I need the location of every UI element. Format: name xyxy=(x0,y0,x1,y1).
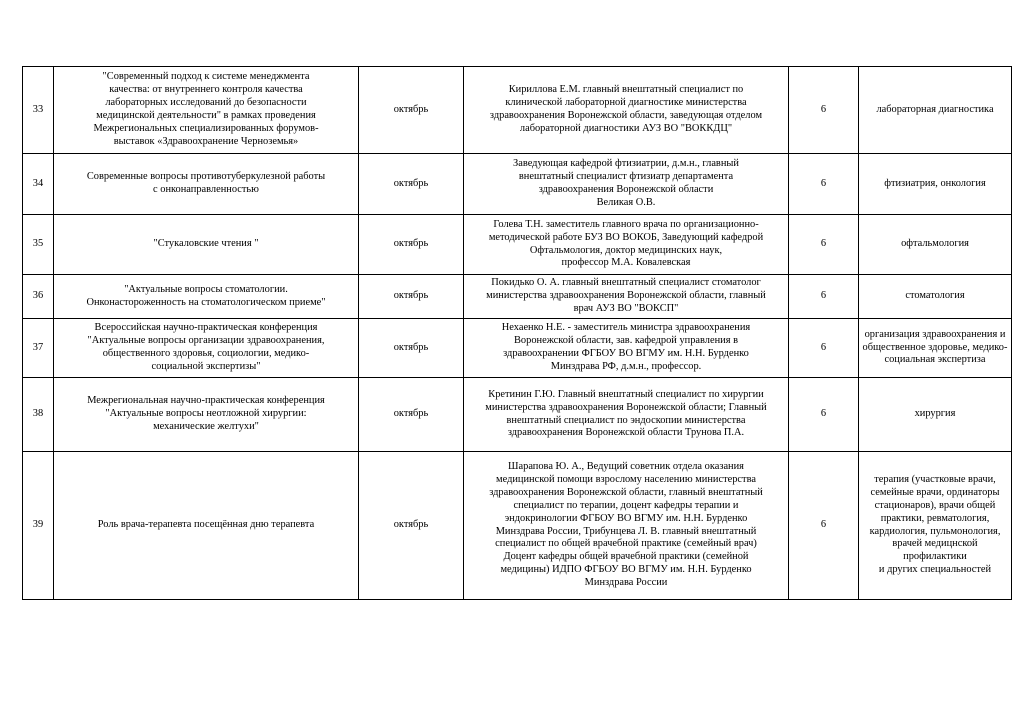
event-organizer: Нехаенко Н.Е. - заместитель министра здравоохранения Воронежской области, зав. кафедрой управления в здравоохранении ФГБОУ ВО ВГМУ им. Н.Н. Бурденко Минздрава РФ, д.м.н., профессор. xyxy=(464,319,789,378)
event-organizer: Кретинин Г.Ю. Главный внештатный специалист по хирургии министерства здравоохранения Воронежской области; Главный внештатный специалист по эндоскопии министерства здравоохранения Воронежской области Трунова П.А. xyxy=(464,378,789,452)
event-credits: 6 xyxy=(789,275,859,319)
event-credits: 6 xyxy=(789,154,859,215)
table-row xyxy=(23,319,1012,378)
table-row xyxy=(23,275,1012,319)
table-row xyxy=(23,215,1012,275)
row-number: 36 xyxy=(23,275,54,319)
event-month: октябрь xyxy=(359,215,464,275)
table-row xyxy=(23,67,1012,154)
table-row xyxy=(23,452,1012,600)
events-table xyxy=(22,66,1012,600)
row-number: 39 xyxy=(23,452,54,600)
event-specialty: фтизиатрия, онкология xyxy=(859,154,1012,215)
event-credits: 6 xyxy=(789,319,859,378)
event-organizer: Кириллова Е.М. главный внештатный специалист по клинической лабораторной диагностике министерства здравоохранения Воронежской области, заведующая отделом лабораторной диагностики АУЗ ВО "ВОККДЦ" xyxy=(464,67,789,154)
row-number: 37 xyxy=(23,319,54,378)
event-specialty: организация здравоохранения и общественное здоровье, медико- социальная экспертиза xyxy=(859,319,1012,378)
event-month: октябрь xyxy=(359,275,464,319)
event-credits: 6 xyxy=(789,215,859,275)
event-month: октябрь xyxy=(359,319,464,378)
table-row xyxy=(23,378,1012,452)
event-organizer: Голева Т.Н. заместитель главного врача по организационно- методической работе БУЗ ВО ВОКОБ, Заведующий кафедрой Офтальмология, доктор медицинских наук, профессор М.А. Ковалевская xyxy=(464,215,789,275)
event-credits: 6 xyxy=(789,378,859,452)
event-credits: 6 xyxy=(789,67,859,154)
event-month: октябрь xyxy=(359,378,464,452)
row-number: 33 xyxy=(23,67,54,154)
event-specialty: стоматология xyxy=(859,275,1012,319)
event-title: "Актуальные вопросы стоматологии. Онконастороженность на стоматологическом приеме" xyxy=(54,275,359,319)
event-title: Всероссийская научно-практическая конференция "Актуальные вопросы организации здравоохранения, общественного здоровья, социологии, медико- социальной экспертизы" xyxy=(54,319,359,378)
event-title: "Стукаловские чтения " xyxy=(54,215,359,275)
event-specialty: терапия (участковые врачи, семейные врачи, ординаторы стационаров), врачи общей практики, ревматология, кардиология, пульмонология, врачей медицнской профилактики и других специальностей xyxy=(859,452,1012,600)
row-number: 35 xyxy=(23,215,54,275)
event-specialty: офтальмология xyxy=(859,215,1012,275)
table-row xyxy=(23,154,1012,215)
event-specialty: лабораторная диагностика xyxy=(859,67,1012,154)
event-month: октябрь xyxy=(359,452,464,600)
row-number: 34 xyxy=(23,154,54,215)
event-title: Межрегиональная научно-практическая конференция "Актуальные вопросы неотложной хирургии: механические желтухи" xyxy=(54,378,359,452)
event-title: Современные вопросы противотуберкулезной работы с онконаправленностью xyxy=(54,154,359,215)
event-specialty: хирургия xyxy=(859,378,1012,452)
row-number: 38 xyxy=(23,378,54,452)
event-organizer: Покидько О. А. главный внештатный специалист стоматолог министерства здравоохранения Воронежской области, главный врач АУЗ ВО "ВОКСП" xyxy=(464,275,789,319)
event-organizer: Шарапова Ю. А., Ведущий советник отдела оказания медицинской помощи взрослому населению министерства здравоохранения Воронежской области, главный внештатный специалист по терапии, доцент кафедры терапии и эндокринологии ФГБОУ ВО ВГМУ им. Н.Н. Бурденко Минздрава России, Трибунцева Л. В. главный внештатный специалист по общей врачебной практике (семейный врач) Доцент кафедры общей врачебной практики (семейной медицины) ИДПО ФГБОУ ВО ВГМУ им. Н.Н. Бурденко Минздрава России xyxy=(464,452,789,600)
event-title: "Современный подход к системе менеджмента качества: от внутреннего контроля качества лабораторных исследований до безопасности медицинской деятельности" в рамках проведения Межрегиональных специализированных форумов- выставок «Здравоохранение Черноземья» xyxy=(54,67,359,154)
event-month: октябрь xyxy=(359,154,464,215)
event-organizer: Заведующая кафедрой фтизиатрии, д.м.н., главный внештатный специалист фтизиатр департамента здравоохранения Воронежской области Великая О.В. xyxy=(464,154,789,215)
event-title: Роль врача-терапевта посещённая дню терапевта xyxy=(54,452,359,600)
event-month: октябрь xyxy=(359,67,464,154)
event-credits: 6 xyxy=(789,452,859,600)
